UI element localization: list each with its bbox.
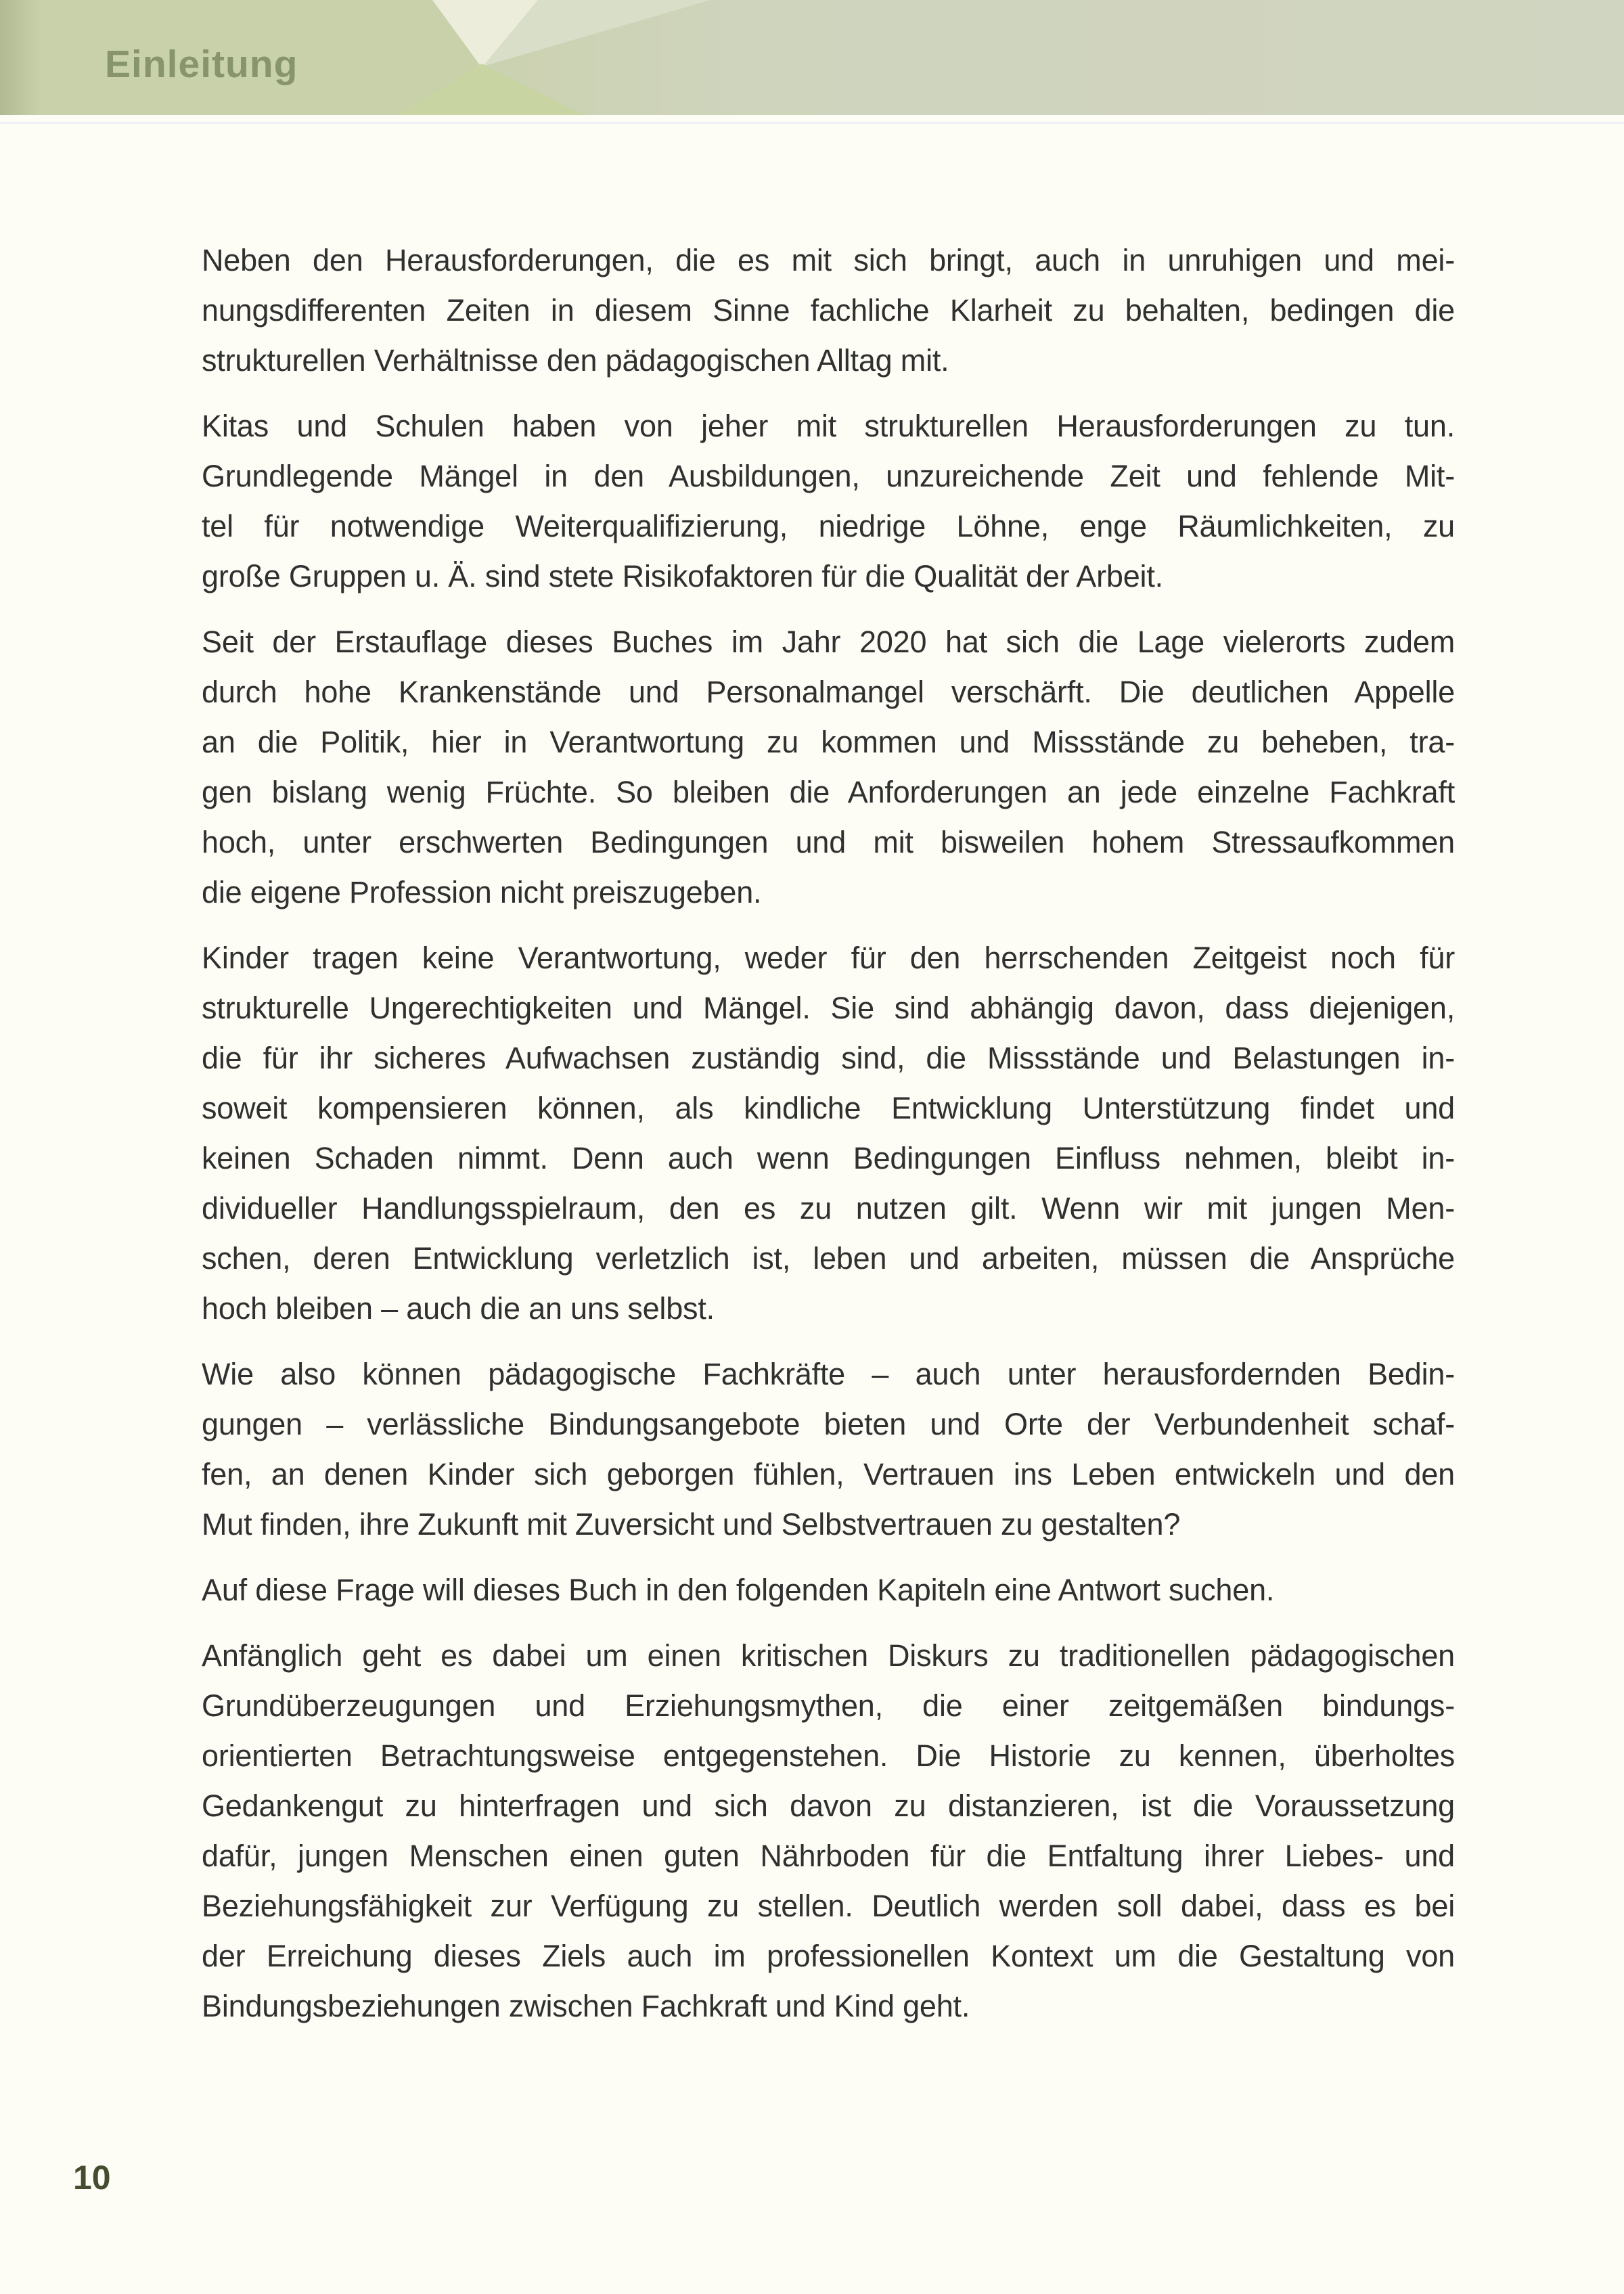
text-line: Seit der Erstauflage dieses Buches im Jahr 2020 hat sich die Lage vielerorts zudem [202,625,1455,659]
text-line: orientierten Betrachtungsweise entgegenstehen. Die Historie zu kennen, überholtes [202,1738,1455,1773]
text-line: die für ihr sicheres Aufwachsen zuständig sind, die Missstände und Belastungen in- [202,1041,1455,1075]
text-line: Grundüberzeugungen und Erziehungsmythen, die einer zeitgemäßen bindungs- [202,1688,1455,1723]
text-line: die eigene Profession nicht preiszugeben. [202,875,762,909]
text-line: schen, deren Entwicklung verletzlich ist, leben und arbeiten, müssen die Ansprüche [202,1241,1455,1276]
text-line: Neben den Herausforderungen, die es mit sich bringt, auch in unruhigen und mei- [202,243,1455,277]
text-line: tel für notwendige Weiterqualifizierung, niedrige Löhne, enge Räumlichkeiten, zu [202,509,1455,543]
text-line: Beziehungsfähigkeit zur Verfügung zu stellen. Deutlich werden soll dabei, dass es bei [202,1889,1455,1923]
text-line: an die Politik, hier in Verantwortung zu kommen und Missstände zu beheben, tra- [202,725,1455,759]
paragraph [202,617,1455,918]
paragraph [202,235,1455,386]
text-line: soweit kompensieren können, als kindliche Entwicklung Unterstützung findet und [202,1091,1455,1125]
text-line: Wie also können pädagogische Fachkräfte – auch unter herausfordernden Bedin- [202,1357,1455,1391]
paragraph [202,401,1455,602]
text-line: gungen – verlässliche Bindungsangebote bieten und Orte der Verbundenheit schaf- [202,1407,1455,1441]
text-line: durch hohe Krankenstände und Personalmangel verschärft. Die deutlichen Appelle [202,675,1455,709]
text-line: dafür, jungen Menschen einen guten Nährboden für die Entfaltung ihrer Liebes- und [202,1839,1455,1873]
paragraph [202,1565,1455,1615]
text-line: gen bislang wenig Früchte. So bleiben die Anforderungen an jede einzelne Fachkraft [202,775,1455,809]
text-line: hoch bleiben – auch die an uns selbst. [202,1291,715,1326]
chapter-title: Einleitung [105,43,298,86]
page-divider-line [0,122,1624,124]
text-line: Kitas und Schulen haben von jeher mit strukturellen Herausforderungen zu tun. [202,409,1455,443]
text-block [202,235,1455,2047]
text-line: Anfänglich geht es dabei um einen kritischen Diskurs zu traditionellen pädagogischen [202,1638,1455,1673]
page-number: 10 [73,2159,111,2197]
text-line: Gedankengut zu hinterfragen und sich davon zu distanzieren, ist die Voraussetzung [202,1789,1455,1823]
text-line: keinen Schaden nimmt. Denn auch wenn Bedingungen Einfluss nehmen, bleibt in- [202,1141,1455,1175]
text-line: Kinder tragen keine Verantwortung, weder für den herrschenden Zeitgeist noch für [202,941,1455,975]
text-line: hoch, unter erschwerten Bedingungen und mit bisweilen hohem Stressaufkommen [202,825,1455,859]
text-line: dividueller Handlungsspielraum, den es zu nutzen gilt. Wenn wir mit jungen Men- [202,1191,1455,1225]
text-line: nungsdifferenten Zeiten in diesem Sinne fachliche Klarheit zu behalten, bedingen die [202,293,1455,328]
text-line: Grundlegende Mängel in den Ausbildungen, unzureichende Zeit und fehlende Mit- [202,459,1455,493]
text-line: der Erreichung dieses Ziels auch im professionellen Kontext um die Gestaltung von [202,1939,1455,1973]
chapter-header-band [0,0,1624,115]
paragraph [202,1631,1455,2031]
text-line: strukturellen Verhältnisse den pädagogischen Alltag mit. [202,343,949,378]
header-left-edge-shadow [0,0,41,115]
paragraph [202,933,1455,1334]
paragraph [202,1349,1455,1550]
text-line: Auf diese Frage will dieses Buch in den folgenden Kapiteln eine Antwort suchen. [202,1573,1275,1607]
text-line: Bindungsbeziehungen zwischen Fachkraft und Kind geht. [202,1989,970,2023]
text-line: strukturelle Ungerechtigkeiten und Mängel. Sie sind abhängig davon, dass diejenigen, [202,991,1455,1025]
text-line: fen, an denen Kinder sich geborgen fühlen, Vertrauen ins Leben entwickeln und den [202,1457,1455,1491]
text-line: Mut finden, ihre Zukunft mit Zuversicht und Selbstvertrauen zu gestalten? [202,1507,1181,1542]
text-line: große Gruppen u. Ä. sind stete Risikofaktoren für die Qualität der Arbeit. [202,559,1163,593]
